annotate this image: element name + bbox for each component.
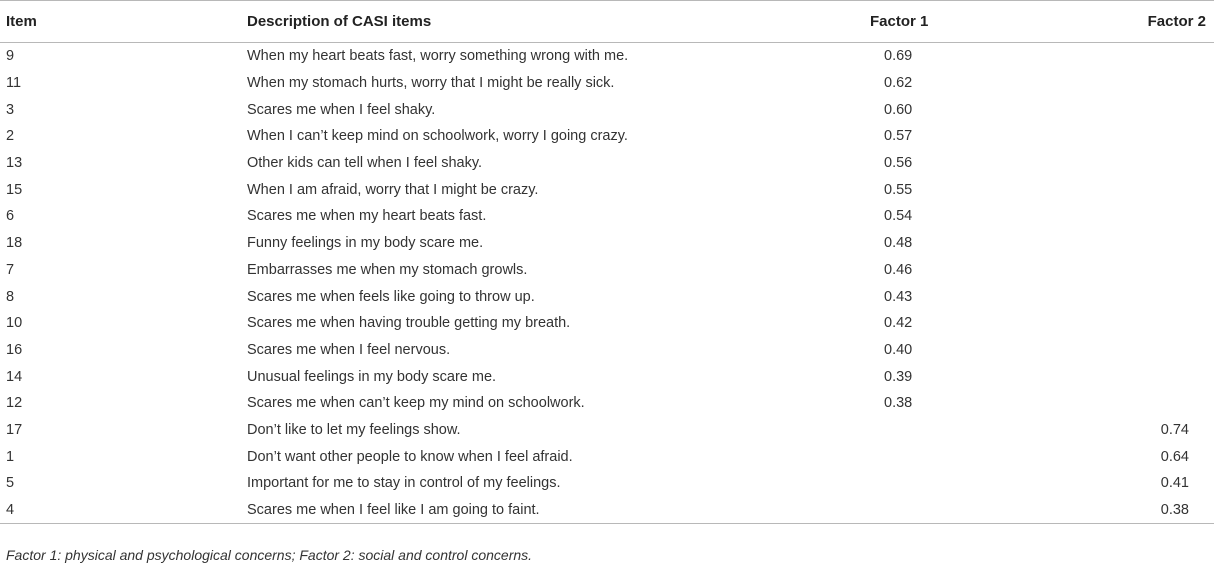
- cell-description: Unusual feelings in my body scare me.: [247, 368, 497, 385]
- cell-factor2: [1050, 337, 1214, 364]
- table-row: [0, 257, 1214, 284]
- cell-item: 18: [6, 235, 23, 252]
- header-item: Item: [6, 13, 37, 30]
- cell-factor1: [864, 443, 1050, 470]
- cell-factor1: 0.38: [884, 395, 913, 412]
- header-row: [0, 1, 1214, 43]
- cell-description: Don’t want other people to know when I feel afraid.: [247, 448, 573, 465]
- table-row: [0, 150, 1214, 177]
- cell-description: When my heart beats fast, worry something wrong with me.: [247, 48, 629, 65]
- cell-factor2: [1050, 390, 1214, 417]
- cell-item: 5: [6, 475, 15, 492]
- cell-factor1: 0.60: [884, 101, 913, 118]
- cell-item: 9: [6, 48, 15, 65]
- cell-factor1: 0.57: [884, 128, 913, 145]
- cell-description: Important for me to stay in control of my feelings.: [247, 475, 561, 492]
- cell-item: 10: [6, 315, 23, 332]
- cell-description: Scares me when feels like going to throw up.: [247, 288, 535, 305]
- cell-factor2: [1050, 257, 1214, 284]
- cell-item: 3: [6, 101, 15, 118]
- cell-item: 12: [6, 395, 23, 412]
- cell-factor2: [1050, 70, 1214, 97]
- table-row: [0, 123, 1214, 150]
- cell-factor1: 0.69: [884, 48, 913, 65]
- table-body: [0, 43, 1214, 524]
- cell-factor1: 0.42: [884, 315, 913, 332]
- cell-factor1: [864, 470, 1050, 497]
- cell-description: Embarrasses me when my stomach growls.: [247, 261, 528, 278]
- cell-description: Scares me when can’t keep my mind on schoolwork.: [247, 395, 585, 412]
- table-row: [0, 43, 1214, 70]
- table-row: [0, 310, 1214, 337]
- table-row: [0, 337, 1214, 364]
- cell-factor2: [1050, 203, 1214, 230]
- table-header: [0, 1, 1214, 43]
- cell-item: 2: [6, 128, 15, 145]
- table-row: [0, 283, 1214, 310]
- cell-factor1: [864, 497, 1050, 524]
- cell-factor1: 0.54: [884, 208, 913, 225]
- cell-item: 15: [6, 181, 23, 198]
- cell-factor2: 0.64: [1160, 448, 1189, 465]
- table-row: [0, 390, 1214, 417]
- table-footnote: Factor 1: physical and psychological concerns; Factor 2: social and control concerns.: [6, 547, 533, 563]
- cell-factor2: [1050, 176, 1214, 203]
- table-row: [0, 497, 1214, 524]
- cell-factor2: [1050, 43, 1214, 70]
- header-description: Description of CASI items: [247, 13, 432, 30]
- table-row: [0, 203, 1214, 230]
- cell-factor1: 0.39: [884, 368, 913, 385]
- cell-factor2: [1050, 150, 1214, 177]
- cell-item: 6: [6, 208, 15, 225]
- cell-description: Funny feelings in my body scare me.: [247, 235, 484, 252]
- cell-factor1: 0.46: [884, 261, 913, 278]
- header-factor2: Factor 2: [1147, 13, 1206, 30]
- cell-factor2: [1050, 363, 1214, 390]
- table-row: [0, 96, 1214, 123]
- cell-item: 17: [6, 421, 23, 438]
- cell-factor1: 0.48: [884, 235, 913, 252]
- cell-factor2: 0.38: [1160, 502, 1189, 519]
- cell-item: 13: [6, 155, 23, 172]
- cell-item: 4: [6, 502, 15, 519]
- table-row: [0, 363, 1214, 390]
- cell-item: 14: [6, 368, 23, 385]
- cell-description: Other kids can tell when I feel shaky.: [247, 155, 483, 172]
- cell-factor1: [864, 417, 1050, 444]
- cell-description: Scares me when I feel nervous.: [247, 341, 451, 358]
- cell-description: Scares me when I feel like I am going to faint.: [247, 502, 540, 519]
- table-row: [0, 443, 1214, 470]
- cell-factor2: [1050, 310, 1214, 337]
- cell-description: When I can’t keep mind on schoolwork, worry I going crazy.: [247, 128, 628, 145]
- cell-factor1: 0.43: [884, 288, 913, 305]
- cell-description: When my stomach hurts, worry that I might be really sick.: [247, 75, 615, 92]
- cell-factor2: [1050, 96, 1214, 123]
- cell-factor1: 0.40: [884, 341, 913, 358]
- cell-factor2: [1050, 123, 1214, 150]
- cell-factor1: 0.55: [884, 181, 913, 198]
- cell-factor2: 0.74: [1160, 421, 1189, 438]
- cell-description: Scares me when I feel shaky.: [247, 101, 436, 118]
- cell-factor1: 0.62: [884, 75, 913, 92]
- cell-description: When I am afraid, worry that I might be crazy.: [247, 181, 539, 198]
- cell-factor1: 0.56: [884, 155, 913, 172]
- cell-description: Don’t like to let my feelings show.: [247, 421, 461, 438]
- cell-item: 1: [6, 448, 15, 465]
- table-row: [0, 70, 1214, 97]
- cell-factor2: 0.41: [1160, 475, 1189, 492]
- cell-item: 16: [6, 341, 23, 358]
- cell-description: Scares me when my heart beats fast.: [247, 208, 487, 225]
- table-row: [0, 417, 1214, 444]
- cell-item: 7: [6, 261, 15, 278]
- cell-factor2: [1050, 230, 1214, 257]
- cell-factor2: [1050, 283, 1214, 310]
- table-row: [0, 176, 1214, 203]
- header-factor1: Factor 1: [870, 13, 929, 30]
- cell-description: Scares me when having trouble getting my breath.: [247, 315, 571, 332]
- table-row: [0, 230, 1214, 257]
- cell-item: 8: [6, 288, 15, 305]
- table-row: [0, 470, 1214, 497]
- cell-item: 11: [6, 75, 22, 92]
